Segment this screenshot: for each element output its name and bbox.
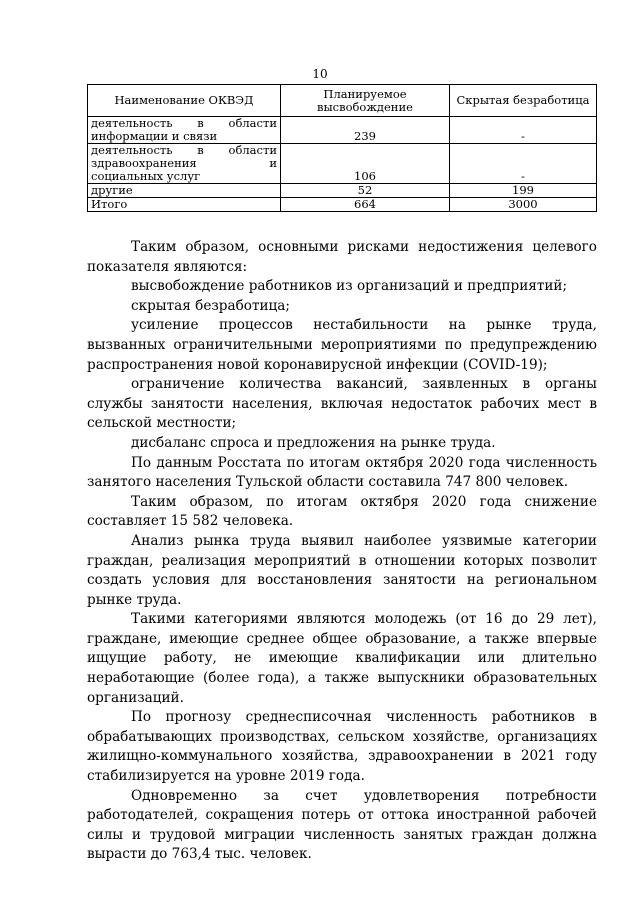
okved-table <box>87 84 597 212</box>
risk-item: дисбаланс спроса и предложения на рынке труда. <box>131 434 496 451</box>
paragraph: Таким образом, основными рисками недостижения целевого показателя являются: <box>87 239 597 275</box>
paragraph: По данным Росстата по итогам октября 2020 года численность занятого населения Тульской области составила 747 800 человек. <box>87 454 597 491</box>
row-name <box>88 184 281 198</box>
paragraph: Одновременно за счет удовлетворения потребности работодателей, сокращения потерь от оттока иностранной рабочей силы и трудовой миграции численность занятых граждан должна вырасти до 763,4 тыс. человек. <box>87 787 597 863</box>
row-name <box>88 117 281 144</box>
row-name-line: деятельность в области <box>91 143 277 157</box>
table-total-row <box>88 198 597 212</box>
total-planned: 664 <box>281 198 450 212</box>
row-planned: 239 <box>281 117 450 144</box>
row-name <box>88 144 281 184</box>
paragraph: Такими категориями являются молодежь (от 16 до 29 лет), граждане, имеющие среднее общее образование, а также впервые ищущие работу, не имеющие квалификации или длительно неработающие (более года), а также выпускники образовательных организаций. <box>87 611 597 706</box>
risk-item: скрытая безработица; <box>131 297 290 314</box>
paragraph: По прогнозу среднесписочная численность работников в обрабатывающих производствах, сельском хозяйстве, организациях жилищно-коммунального хозяйства, здравоохранении в 2021 году стабилизируется на уровне 2019 года. <box>87 709 597 785</box>
row-planned: 52 <box>281 184 450 198</box>
row-hidden: - <box>450 117 597 144</box>
row-planned: 106 <box>281 144 450 184</box>
header-okved-name: Наименование ОКВЭД <box>88 85 281 117</box>
risk-item: высвобождение работников из организаций и предприятий; <box>131 278 568 295</box>
header-hidden-unemployment: Скрытая безработица <box>450 85 597 117</box>
risk-item: ограничение количества вакансий, заявленных в органы службы занятости населения, включая недостаток рабочих мест в сельской местности; <box>87 376 597 432</box>
page-number: 10 <box>312 67 328 81</box>
row-hidden: - <box>450 144 597 184</box>
row-name-line: другие <box>91 183 133 197</box>
row-name-line: здравоохранения и <box>91 156 277 170</box>
total-hidden: 3000 <box>450 198 597 212</box>
table-row <box>88 144 597 184</box>
row-hidden: 199 <box>450 184 597 198</box>
paragraph: Анализ рынка труда выявил наиболее уязвимые категории граждан, реализация мероприятий в отношении которых позволит создать условия для восстановления занятости на региональном рынке труда. <box>87 532 597 608</box>
table-header-row <box>88 85 597 117</box>
table-row <box>88 117 597 144</box>
row-name-line: информации и связи <box>91 129 218 143</box>
total-label: Итого <box>88 198 281 212</box>
risk-item: усиление процессов нестабильности на рынке труда, вызванных ограничительными мероприятиями по предупреждению распространения новой коронавирусной инфекции (COVID-19); <box>87 317 597 373</box>
header-planned-release: Планируемое высвобождение <box>281 85 450 117</box>
body-text <box>87 238 597 865</box>
table-row <box>88 184 597 198</box>
row-name-line: деятельность в области <box>91 116 277 130</box>
paragraph: Таким образом, по итогам октября 2020 года снижение составляет 15 582 человека. <box>87 493 597 530</box>
row-name-line: социальных услуг <box>91 169 201 183</box>
